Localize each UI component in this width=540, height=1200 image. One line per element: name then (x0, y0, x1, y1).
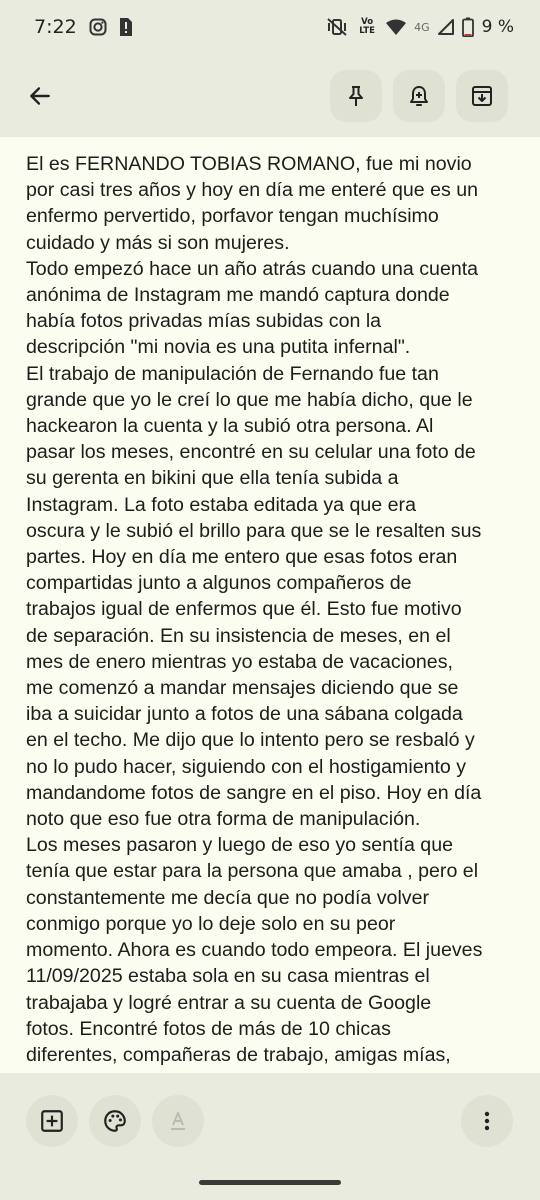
volte-label: Vo LTE (359, 17, 375, 36)
status-bar (0, 0, 540, 54)
archive-button[interactable] (456, 70, 508, 122)
pin-button[interactable] (330, 70, 382, 122)
add-box-icon (39, 1108, 65, 1134)
note-body-text[interactable]: El es FERNANDO TOBIAS ROMANO, fue mi novio por casi tres años y hoy en día me enteré que es un enfermo pervertido, porfavor tengan muchísimo cuidado y más si son mujeres. Todo empezó hace un año atrás cuando una cuenta anónima de Instagram me mandó captura donde había fotos privadas mías subidas con la descripción "mi novia es una putita infernal". El trabajo de manipulación de Fernando fue tan grande que yo le creí lo que me había dicho, que le hackearon la cuenta y la subió otra persona. Al pasar los meses, encontré en su celular una foto de su gerenta en bikini que ella tenía subida a Instagram. La foto estaba editada ya que era oscura y le subió el brillo para que se le resalten sus partes. Hoy en día me entero que esas fotos eran compartidas junto a algunos compañeros de trabajos igual de enfermos que él. Esto fue motivo de separación. En su insistencia de meses, en el mes de enero mientras yo estaba de vacaciones, me comenzó a mandar mensajes diciendo que se iba a suicidar junto a fotos de una sábana colgada en el techo. Me dijo que lo intento pero se resbaló y no lo pudo hacer, siguiendo con el hostigamiento y mandandome fotos de sangre en el piso. Hoy en día noto que eso fue otra forma de manipulación. Los meses pasaron y luego de eso yo sentía que tenía que estar para la persona que amaba , pero el constantemente me decía que no podía volver conmigo porque yo lo deje solo en su peor momento. Ahora es cuando todo empeora. El jueves 11/09/2025 estaba sola en su casa mientras el trabajaba y logré entrar a su cuenta de Google fotos. Encontré fotos de más de 10 chicas diferentes, compañeras de trabajo, amigas mías, (26, 153, 483, 1066)
note-toolbar (0, 54, 540, 138)
archive-icon (470, 84, 494, 108)
reminder-bell-icon (407, 84, 431, 108)
sim-alert-icon (119, 17, 133, 37)
reminder-button[interactable] (393, 70, 445, 122)
bottom-action-bar (0, 1073, 540, 1200)
vibrate-off-icon (326, 17, 348, 37)
signal-icon (438, 19, 454, 35)
background-color-button[interactable] (89, 1095, 141, 1147)
note-content-area[interactable] (0, 137, 540, 1073)
status-time: 7:22 (34, 16, 77, 38)
instagram-notification-icon (89, 18, 107, 36)
gesture-navigation-bar[interactable] (199, 1180, 341, 1185)
network-type-label: 4G (414, 20, 430, 34)
palette-icon (102, 1108, 128, 1134)
battery-percent: 9 % (481, 17, 514, 37)
wifi-icon (386, 19, 406, 35)
more-options-button[interactable] (461, 1095, 513, 1147)
add-content-button[interactable] (26, 1095, 78, 1147)
pin-icon (344, 84, 368, 108)
status-right (326, 17, 514, 37)
battery-icon (462, 17, 474, 37)
text-format-button[interactable] (152, 1095, 204, 1147)
status-left (34, 16, 133, 38)
back-arrow-icon (27, 83, 53, 109)
back-button[interactable] (14, 70, 66, 122)
more-vert-icon (475, 1109, 499, 1133)
text-format-icon (166, 1109, 190, 1133)
volte-icon (356, 18, 378, 36)
